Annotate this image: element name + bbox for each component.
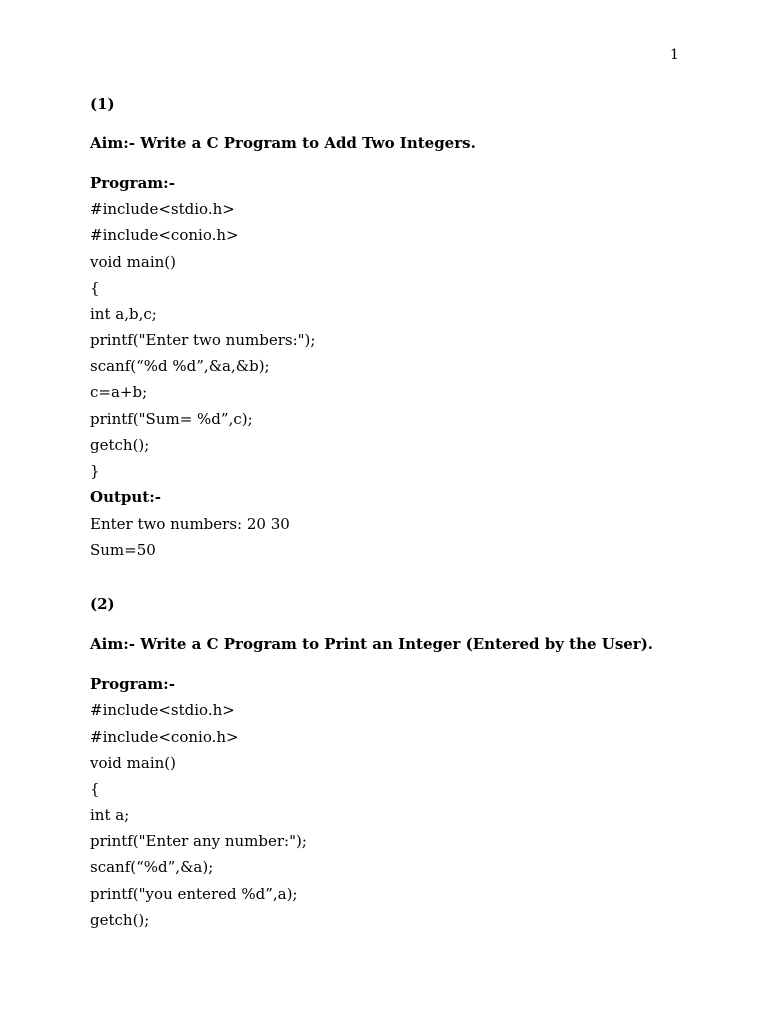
section-2-number: (2): [90, 595, 115, 613]
section-2-code-line: getch();: [90, 911, 150, 929]
section-1-code-line: #include<conio.h>: [90, 226, 239, 244]
section-1-output-line: Enter two numbers: 20 30: [90, 515, 290, 533]
section-1-code-line: int a,b,c;: [90, 305, 157, 323]
section-2-code-line: void main(): [90, 754, 177, 772]
section-2-code-line: scanf(“%d”,&a);: [90, 858, 214, 876]
section-2-code-line: printf("Enter any number:");: [90, 832, 307, 850]
section-2-program-heading: Program:-: [90, 675, 175, 693]
section-1-code-line: getch();: [90, 436, 150, 454]
section-1-code-line: c=a+b;: [90, 383, 148, 401]
section-1-code-line: scanf(“%d %d”,&a,&b);: [90, 357, 270, 375]
section-2-code-line: int a;: [90, 806, 130, 824]
section-1-aim: Aim:- Write a C Program to Add Two Integers.: [90, 134, 476, 152]
page-number: 1: [670, 47, 679, 63]
section-2-code-line: printf("you entered %d”,a);: [90, 885, 298, 903]
section-2-aim: Aim:- Write a C Program to Print an Integer (Entered by the User).: [90, 635, 654, 653]
section-1-output-heading: Output:-: [90, 488, 161, 506]
section-1-program-heading: Program:-: [90, 174, 175, 192]
section-1-code-line: }: [90, 462, 100, 480]
section-2-code-line: {: [90, 780, 100, 798]
section-1-code-line: printf("Enter two numbers:");: [90, 331, 316, 349]
section-1-number: (1): [90, 95, 115, 113]
section-1-output-line: Sum=50: [90, 541, 156, 559]
section-2-code-line: #include<conio.h>: [90, 728, 239, 746]
section-2-code-line: #include<stdio.h>: [90, 701, 235, 719]
section-1-code-line: printf("Sum= %d”,c);: [90, 410, 253, 428]
section-1-code-line: #include<stdio.h>: [90, 200, 235, 218]
section-1-code-line: {: [90, 279, 100, 297]
section-1-code-line: void main(): [90, 253, 177, 271]
